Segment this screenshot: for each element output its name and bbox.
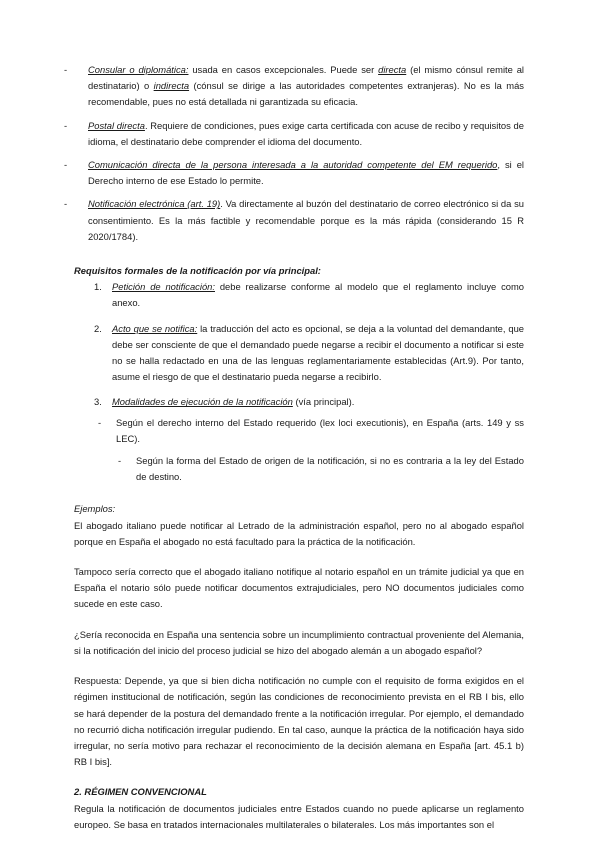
ordered-list bbox=[94, 279, 524, 410]
bullet-dash: - bbox=[64, 159, 68, 171]
paragraph: Respuesta: Depende, ya que si bien dicha notificación no cumple con el requisito de forma exigidos en el régimen institucional de notificación, según las condiciones de reconocimiento prevista en el RB I bis, ello se hará depender de la postura del demandado frente a la notificación irregular. Por ejemplo, el demandado no recurrió dicha notificación irregular pudiendo. En tal caso, aunque la práctica de la notificación haya sido irregular, no sería motivo para rechazar el reconocimiento de la decisión alemana en España [art. 45.1 b) RB I bis]. bbox=[74, 675, 524, 768]
item-text: la traducción del acto es opcional, se deja a la voluntad del demandante, que debe ser consciente de que el demandado puede negarse a recibir el documento a notificar si este no se halla redactado en una de las lenguas reglamentariamente establecidas (Art.9). Por tanto, asume el riesgo de que el destinatario pueda negarse a recibirlo. bbox=[112, 322, 525, 383]
bullet-dash: - bbox=[98, 416, 102, 428]
text-run: . Va directamente al buzón del destinatario de correo electrónico si da su consentimiento. Es la más factible y recomendable porque es la más rápida (considerando 15 R 2020/1784). bbox=[88, 198, 524, 242]
bullet-dash: - bbox=[118, 455, 122, 467]
text-run: , si el Derecho interno de ese Estado lo permite. bbox=[88, 159, 524, 187]
sub-list-item bbox=[94, 453, 524, 485]
text-run: usada en casos excepcionales. Puede ser bbox=[188, 64, 379, 75]
bullet-dash: - bbox=[64, 64, 68, 75]
text-run: (cónsul se dirige a las autoridades competentes extranjeras). No es la más recomendable, pues no está detallada ni garantizada su eficacia. bbox=[88, 80, 524, 108]
text-run: (el mismo cónsul remite al destinatario) o bbox=[88, 64, 524, 92]
item-text: (vía principal). bbox=[292, 396, 355, 408]
list-number: 3. bbox=[94, 396, 102, 408]
list-item bbox=[94, 321, 524, 386]
item-title: Petición de notificación: bbox=[112, 281, 215, 293]
list-item bbox=[64, 157, 524, 189]
list-item bbox=[64, 62, 524, 111]
item-title: Modalidades de ejecución de la notificación bbox=[112, 396, 293, 408]
list-item bbox=[94, 279, 524, 311]
paragraph: Regula la notificación de documentos judiciales entre Estados cuando no puede aplicarse un reglamento europeo. Se basa en tratados internacionales multilaterales o bilaterales. Los más importantes son el bbox=[74, 802, 524, 830]
text-run: indirecta bbox=[153, 80, 190, 92]
sub-item-text: Según el derecho interno del Estado requerido (lex loci executionis), en España (arts. 149 y ss LEC). bbox=[116, 416, 524, 444]
list-item bbox=[94, 394, 524, 410]
paragraph: ¿Sería reconocida en España una sentencia sobre un incumplimiento contractual proveniente del Alemania, si la notificación del inicio del proceso judicial se hizo del abogado alemán a un abogado español? bbox=[74, 628, 524, 656]
list-item bbox=[64, 118, 524, 150]
bullet-title: Comunicación directa de la persona interesada a la autoridad competente del EM requerido bbox=[88, 159, 498, 171]
section-heading: Requisitos formales de la notificación por vía principal: bbox=[74, 265, 321, 277]
item-text: debe realizarse conforme al modelo que el reglamento incluye como anexo. bbox=[112, 281, 524, 309]
paragraph: El abogado italiano puede notificar al Letrado de la administración español, pero no al abogado español porque en España el abogado no está facultado para la práctica de la notificación. bbox=[74, 519, 524, 547]
list-number: 1. bbox=[94, 281, 102, 293]
sub-item-text: Según la forma del Estado de origen de la notificación, si no es contraria a la ley del Estado de destino. bbox=[136, 455, 524, 483]
bullet-title: Consular o diplomática: bbox=[88, 64, 189, 75]
bullet-title: Notificación electrónica (art. 19) bbox=[88, 198, 221, 210]
bullet-dash: - bbox=[64, 198, 68, 210]
list-number: 2. bbox=[94, 322, 102, 334]
text-run: directa bbox=[378, 64, 407, 75]
list-item bbox=[64, 196, 524, 245]
paragraph: Tampoco sería correcto que el abogado italiano notifique al notario español en un trámite judicial ya que en España el notario sólo puede notificar documentos extrajudiciales, pero NO documentos judiciales como sucede en este caso. bbox=[74, 566, 524, 610]
section-heading: 2. RÉGIMEN CONVENCIONAL bbox=[74, 786, 207, 798]
sub-list-item bbox=[74, 415, 524, 447]
text-run: . Requiere de condiciones, pues exige carta certificada con acuse de recibo y requisitos de idioma, el destinatario debe comprender el idioma del documento. bbox=[88, 119, 524, 147]
examples-label: Ejemplos: bbox=[74, 503, 116, 515]
item-title: Acto que se notifica: bbox=[112, 322, 198, 334]
bullet-dash: - bbox=[64, 119, 68, 131]
bullet-title: Postal directa bbox=[88, 119, 145, 131]
